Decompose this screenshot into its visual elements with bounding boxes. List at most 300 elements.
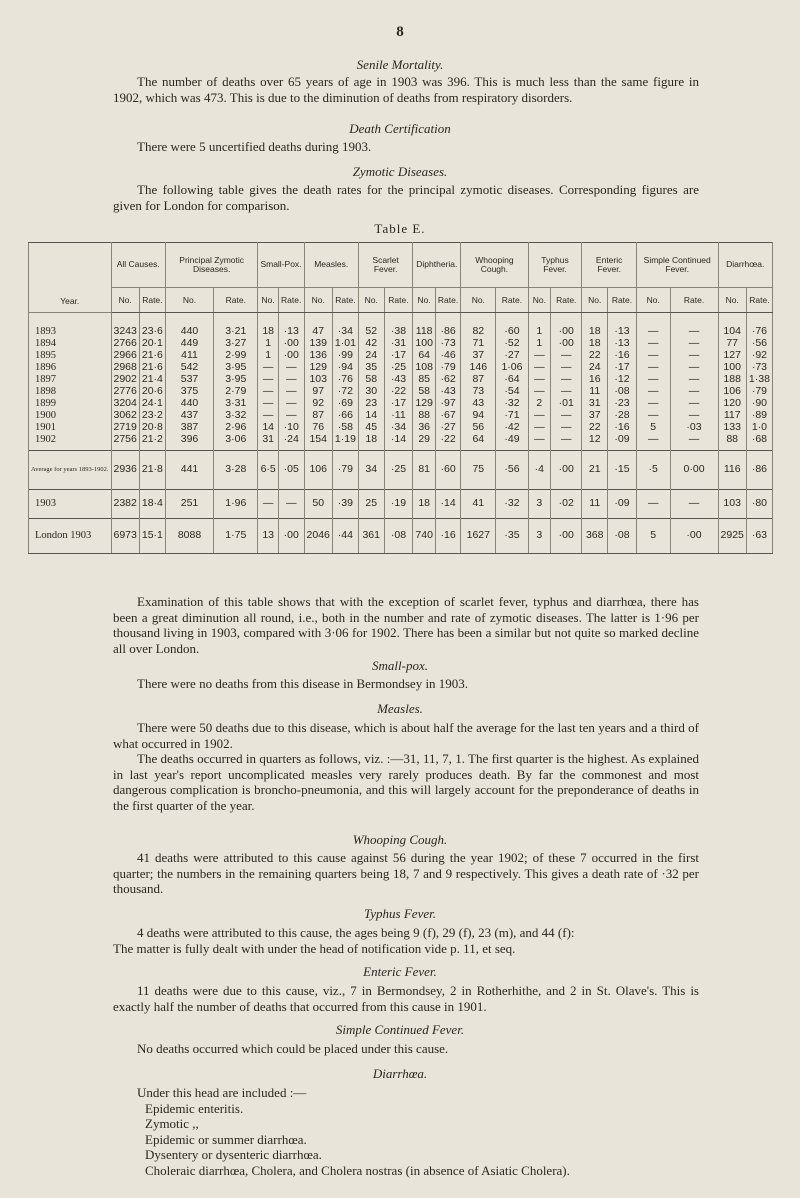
typhus-heading: Typhus Fever.: [364, 906, 436, 921]
table-cell: 43: [461, 398, 496, 410]
table-cell: —: [278, 489, 304, 518]
table-cell: ·12: [608, 373, 637, 385]
table-cell: ·13: [278, 313, 304, 338]
table-cell: ·17: [608, 361, 637, 373]
table-cell: 20·1: [139, 337, 165, 349]
table-cell: ·46: [435, 349, 460, 361]
table-cell: 2766: [111, 337, 139, 349]
measles-text-1: There were 50 deaths due to this disease, which is about half the average for the last ten years and a third of what occurred in 1902.: [113, 720, 699, 751]
table-cell: 108: [413, 361, 436, 373]
enteric-text: 11 deaths were due to this cause, viz., 7 in Bermondsey, 2 in Rotherhithe, and 2 in St. Olave's. This is exactly half the number of deaths that occurred from this cause in 1901.: [113, 983, 699, 1014]
no-subheader: No.: [582, 288, 608, 313]
table-cell: 37: [461, 349, 496, 361]
list-item: Choleraic diarrhœa, Cholera, and Cholera nostras (in absence of Asiatic Cholera).: [145, 1162, 570, 1178]
rate-subheader: Rate.: [278, 288, 304, 313]
table-cell: ·97: [435, 398, 460, 410]
year-1903-section: [29, 489, 773, 518]
table-cell: 81: [413, 450, 436, 489]
table-cell: ·62: [435, 373, 460, 385]
year-cell: 1898: [29, 385, 112, 397]
table-cell: 440: [165, 398, 213, 410]
table-cell: 3·27: [214, 337, 258, 349]
table-row: [29, 422, 773, 434]
table-cell: —: [528, 373, 551, 385]
table-cell: —: [278, 398, 304, 410]
table-cell: 100: [718, 361, 746, 373]
table-cell: 58: [413, 385, 436, 397]
year-cell: 1893: [29, 313, 112, 338]
london-row: [29, 518, 773, 553]
table-cell: 104: [718, 313, 746, 338]
simple-paragraph: [113, 1041, 699, 1057]
table-cell: —: [258, 361, 278, 373]
table-cell: —: [670, 398, 718, 410]
table-cell: 251: [165, 489, 213, 518]
table-cell: 47: [304, 313, 332, 338]
no-subheader: No.: [358, 288, 384, 313]
table-cell: —: [278, 361, 304, 373]
table-cell: 24·1: [139, 398, 165, 410]
table-cell: 1·0: [746, 422, 772, 434]
table-cell: —: [528, 361, 551, 373]
table-cell: 16: [582, 373, 608, 385]
table-cell: 22: [582, 422, 608, 434]
table-cell: 14: [358, 410, 384, 422]
table-cell: 2·96: [214, 422, 258, 434]
table-cell: ·52: [496, 337, 528, 349]
diarrhoea-section: [113, 1085, 699, 1178]
table-cell: 3204: [111, 398, 139, 410]
table-cell: —: [636, 349, 670, 361]
table-cell: 2966: [111, 349, 139, 361]
table-cell: 18: [582, 337, 608, 349]
table-cell: —: [258, 373, 278, 385]
table-cell: 2902: [111, 373, 139, 385]
average-label: Average for years 1893-1902.: [31, 466, 109, 474]
whooping-paragraph: [113, 850, 699, 897]
table-row: [29, 337, 773, 349]
table-cell: 3: [528, 518, 551, 553]
table-cell: 3: [528, 489, 551, 518]
table-cell: 740: [413, 518, 436, 553]
table-cell: —: [528, 410, 551, 422]
table-cell: ·16: [608, 349, 637, 361]
year-cell: 1894: [29, 337, 112, 349]
table-cell: ·19: [384, 489, 413, 518]
table-cell: 106: [718, 385, 746, 397]
table-cell: 12: [582, 434, 608, 451]
average-row: [29, 450, 773, 489]
simple-text: No deaths occurred which could be placed under this cause.: [137, 1041, 449, 1056]
table-cell: ·79: [332, 450, 358, 489]
rate-subheader: Rate.: [746, 288, 772, 313]
table-cell: ·02: [551, 489, 582, 518]
table-cell: 387: [165, 422, 213, 434]
table-cell: ·71: [496, 410, 528, 422]
table-cell: 58: [358, 373, 384, 385]
table-cell: 2925: [718, 518, 746, 553]
year-cell: 1900: [29, 410, 112, 422]
table-cell: 188: [718, 373, 746, 385]
group-header: Small-Pox.: [258, 243, 304, 288]
table-cell: —: [670, 385, 718, 397]
table-cell: ·00: [551, 450, 582, 489]
list-item: Dysentery or dysenteric diarrhœa.: [145, 1147, 322, 1162]
table-cell: ·34: [384, 422, 413, 434]
certification-paragraph: [113, 139, 699, 155]
table-cell: 2776: [111, 385, 139, 397]
table-cell: 75: [461, 450, 496, 489]
enteric-paragraph: [113, 983, 699, 1014]
table-cell: —: [636, 434, 670, 451]
table-cell: 542: [165, 361, 213, 373]
table-cell: ·63: [746, 518, 772, 553]
rate-subheader: Rate.: [551, 288, 582, 313]
table-cell: 2382: [111, 489, 139, 518]
table-cell: 118: [413, 313, 436, 338]
table-cell: ·05: [278, 450, 304, 489]
table-cell: ·94: [332, 361, 358, 373]
table-cell: ·42: [496, 422, 528, 434]
year-cell: 1897: [29, 373, 112, 385]
no-subheader: No.: [636, 288, 670, 313]
table-cell: 1·96: [214, 489, 258, 518]
table-cell: 3·95: [214, 361, 258, 373]
year-rows: [29, 313, 773, 451]
table-cell: ·25: [384, 361, 413, 373]
table-cell: ·17: [384, 349, 413, 361]
list-item: Epidemic or summer diarrhœa.: [145, 1131, 307, 1147]
table-cell: 368: [582, 518, 608, 553]
table-cell: ·60: [435, 450, 460, 489]
table-cell: —: [670, 349, 718, 361]
table-cell: ·32: [496, 398, 528, 410]
table-cell: 1·75: [214, 518, 258, 553]
table-cell: ·44: [332, 518, 358, 553]
table-cell: 5: [636, 422, 670, 434]
table-cell: ·00: [551, 337, 582, 349]
table-cell: 8088: [165, 518, 213, 553]
table-cell: ·13: [608, 313, 637, 338]
typhus-text-2: The matter is fully dealt with under the head of notification vide p. 11, et seq.: [113, 940, 516, 956]
table-cell: ·43: [384, 373, 413, 385]
table-cell: 42: [358, 337, 384, 349]
table-cell: 21·2: [139, 434, 165, 451]
table-cell: 441: [165, 450, 213, 489]
table-cell: ·22: [435, 434, 460, 451]
table-cell: 127: [718, 349, 746, 361]
table-cell: 21·6: [139, 361, 165, 373]
table-cell: 146: [461, 361, 496, 373]
table-cell: —: [551, 373, 582, 385]
table-cell: ·14: [435, 489, 460, 518]
table-cell: ·69: [332, 398, 358, 410]
table-cell: ·43: [435, 385, 460, 397]
smallpox-text: There were no deaths from this disease in Bermondsey in 1903.: [137, 676, 469, 691]
table-cell: 18: [413, 489, 436, 518]
table-cell: ·00: [278, 337, 304, 349]
table-cell: 1·06: [496, 361, 528, 373]
table-cell: —: [278, 410, 304, 422]
whooping-text: 41 deaths were attributed to this cause against 56 during the year 1902; of these 7 occurred in the first quarter; the numbers in the remaining quarters being 18, 7 and 9 respectively. This gives a death rate of ·32 per thousand.: [113, 850, 699, 896]
table-cell: ·22: [384, 385, 413, 397]
table-cell: —: [636, 410, 670, 422]
table-cell: ·99: [332, 349, 358, 361]
year-1903-row: [29, 489, 773, 518]
table-cell: 24: [358, 349, 384, 361]
table-cell: 154: [304, 434, 332, 451]
table-cell: 94: [461, 410, 496, 422]
page-number: 8: [396, 24, 404, 40]
table-cell: ·60: [496, 313, 528, 338]
table-subheader-row: [29, 288, 773, 313]
table-cell: 11: [582, 385, 608, 397]
table-cell: ·56: [496, 450, 528, 489]
table-cell: 37: [582, 410, 608, 422]
table-cell: 11: [582, 489, 608, 518]
table-cell: —: [636, 337, 670, 349]
table-cell: 88: [718, 434, 746, 451]
table-cell: 22: [582, 349, 608, 361]
table-cell: 23·2: [139, 410, 165, 422]
table-cell: 15·1: [139, 518, 165, 553]
table-cell: ·54: [496, 385, 528, 397]
no-subheader: No.: [461, 288, 496, 313]
table-cell: 1: [528, 337, 551, 349]
london-section: [29, 518, 773, 553]
table-cell: ·17: [384, 398, 413, 410]
certification-text: There were 5 uncertified deaths during 1903.: [137, 139, 372, 154]
table-cell: 31: [258, 434, 278, 451]
table-cell: 3·06: [214, 434, 258, 451]
table-cell: ·09: [608, 434, 637, 451]
year-cell: 1896: [29, 361, 112, 373]
average-label-cell: [29, 450, 112, 489]
table-cell: 85: [413, 373, 436, 385]
table-cell: ·67: [435, 410, 460, 422]
table-cell: ·23: [608, 398, 637, 410]
table-cell: 1·01: [332, 337, 358, 349]
table-cell: 1627: [461, 518, 496, 553]
table-row: [29, 349, 773, 361]
table-cell: ·90: [746, 398, 772, 410]
enteric-heading: Enteric Fever.: [363, 964, 437, 979]
table-cell: ·86: [435, 313, 460, 338]
table-cell: 3062: [111, 410, 139, 422]
table-cell: ·27: [435, 422, 460, 434]
table-cell: 1: [528, 313, 551, 338]
table-cell: 34: [358, 450, 384, 489]
table-cell: 411: [165, 349, 213, 361]
rate-subheader: Rate.: [139, 288, 165, 313]
table-row: [29, 434, 773, 451]
table-cell: 18: [358, 434, 384, 451]
table-cell: 3·95: [214, 373, 258, 385]
table-cell: 1: [258, 349, 278, 361]
table-cell: ·16: [435, 518, 460, 553]
year-cell: 1902: [29, 434, 112, 451]
table-cell: ·80: [746, 489, 772, 518]
table-cell: ·38: [384, 313, 413, 338]
table-cell: 2936: [111, 450, 139, 489]
table-cell: ·00: [278, 518, 304, 553]
london-label-cell: London 1903: [29, 518, 112, 553]
table-cell: 30: [358, 385, 384, 397]
table-cell: 0·00: [670, 450, 718, 489]
table-cell: ·89: [746, 410, 772, 422]
table-cell: 50: [304, 489, 332, 518]
table-cell: —: [258, 489, 278, 518]
table-cell: 21·6: [139, 349, 165, 361]
zymotic-heading: Zymotic Diseases.: [352, 164, 448, 179]
table-cell: 35: [358, 361, 384, 373]
table-cell: 64: [461, 434, 496, 451]
table-cell: —: [551, 410, 582, 422]
table-cell: ·35: [496, 518, 528, 553]
examination-paragraph: [113, 594, 699, 656]
table-cell: ·08: [384, 518, 413, 553]
table-cell: 13: [258, 518, 278, 553]
rate-subheader: Rate.: [496, 288, 528, 313]
smallpox-heading: Small-pox.: [372, 658, 428, 673]
group-header: Scarlet Fever.: [358, 243, 412, 288]
table-cell: 76: [304, 422, 332, 434]
table-cell: ·34: [332, 313, 358, 338]
whooping-heading: Whooping Cough.: [352, 832, 448, 847]
table-cell: —: [278, 373, 304, 385]
table-row: [29, 385, 773, 397]
table-row: [29, 398, 773, 410]
table-cell: 1·38: [746, 373, 772, 385]
table-cell: 2968: [111, 361, 139, 373]
table-cell: ·58: [332, 422, 358, 434]
table-cell: ·28: [608, 410, 637, 422]
table-cell: 73: [461, 385, 496, 397]
table-cell: ·00: [670, 518, 718, 553]
table-cell: —: [551, 422, 582, 434]
table-cell: —: [528, 349, 551, 361]
table-cell: —: [528, 385, 551, 397]
table-cell: 23: [358, 398, 384, 410]
smallpox-paragraph: [113, 676, 699, 692]
table-cell: 21: [582, 450, 608, 489]
table-cell: —: [636, 489, 670, 518]
table-cell: 2·79: [214, 385, 258, 397]
table-cell: ·08: [608, 385, 637, 397]
no-subheader: No.: [528, 288, 551, 313]
table-cell: ·73: [746, 361, 772, 373]
table-cell: 117: [718, 410, 746, 422]
senile-text: The number of deaths over 65 years of age in 1903 was 396. This is much less than the same figure in 1902, which was 473. This is due to the diminution of deaths from respiratory disorders.: [113, 74, 699, 105]
group-header: Diphtheria.: [413, 243, 461, 288]
diarrhoea-intro: Under this head are included :—: [137, 1085, 307, 1100]
table-cell: ·13: [608, 337, 637, 349]
table-cell: 36: [413, 422, 436, 434]
table-cell: 437: [165, 410, 213, 422]
table-cell: 3·32: [214, 410, 258, 422]
table-cell: ·49: [496, 434, 528, 451]
table-cell: ·16: [608, 422, 637, 434]
table-cell: ·14: [384, 434, 413, 451]
table-cell: 14: [258, 422, 278, 434]
rate-subheader: Rate.: [384, 288, 413, 313]
table-cell: 129: [304, 361, 332, 373]
table-group-header-row: [29, 243, 773, 288]
table-cell: —: [670, 489, 718, 518]
rate-subheader: Rate.: [332, 288, 358, 313]
rate-subheader: Rate.: [214, 288, 258, 313]
table-cell: 31: [582, 398, 608, 410]
list-item: Zymotic ,,: [145, 1116, 199, 1131]
table-cell: 106: [304, 450, 332, 489]
table-cell: 21·4: [139, 373, 165, 385]
table-cell: —: [551, 361, 582, 373]
table-cell: ·27: [496, 349, 528, 361]
table-cell: 120: [718, 398, 746, 410]
table-cell: 139: [304, 337, 332, 349]
table-cell: —: [636, 373, 670, 385]
year-cell: 1901: [29, 422, 112, 434]
table-cell: ·64: [496, 373, 528, 385]
table-cell: 88: [413, 410, 436, 422]
table-cell: —: [670, 337, 718, 349]
table-cell: 375: [165, 385, 213, 397]
table-cell: ·73: [435, 337, 460, 349]
table-cell: 103: [304, 373, 332, 385]
table-cell: 133: [718, 422, 746, 434]
group-header: Typhus Fever.: [528, 243, 582, 288]
table-cell: 45: [358, 422, 384, 434]
no-subheader: No.: [258, 288, 278, 313]
table-cell: —: [528, 422, 551, 434]
table-cell: ·92: [746, 349, 772, 361]
table-cell: 1·19: [332, 434, 358, 451]
table-cell: —: [636, 385, 670, 397]
measles-paragraphs: [113, 720, 699, 813]
table-cell: 2719: [111, 422, 139, 434]
table-cell: —: [258, 385, 278, 397]
table-title: Table E.: [374, 221, 426, 236]
group-header: Whooping Cough.: [461, 243, 528, 288]
table-cell: —: [551, 349, 582, 361]
group-header: Measles.: [304, 243, 358, 288]
average-section: [29, 450, 773, 489]
table-cell: 361: [358, 518, 384, 553]
table-cell: ·4: [528, 450, 551, 489]
year-cell: 1899: [29, 398, 112, 410]
table-cell: 440: [165, 313, 213, 338]
table-cell: 103: [718, 489, 746, 518]
table-row: [29, 410, 773, 422]
table-cell: ·76: [746, 313, 772, 338]
table-cell: 18·4: [139, 489, 165, 518]
table-cell: ·03: [670, 422, 718, 434]
table-cell: 18: [582, 313, 608, 338]
rate-subheader: Rate.: [608, 288, 637, 313]
senile-paragraph: [113, 74, 699, 105]
table-cell: 2·99: [214, 349, 258, 361]
zymotic-death-rate-table: [28, 242, 773, 554]
table-cell: 2: [528, 398, 551, 410]
table-cell: 24: [582, 361, 608, 373]
group-header: All Causes.: [111, 243, 165, 288]
table-cell: ·76: [332, 373, 358, 385]
table-row: [29, 313, 773, 338]
simple-heading: Simple Continued Fever.: [335, 1022, 465, 1037]
no-subheader: No.: [165, 288, 213, 313]
table-cell: 18: [258, 313, 278, 338]
table-cell: 6973: [111, 518, 139, 553]
